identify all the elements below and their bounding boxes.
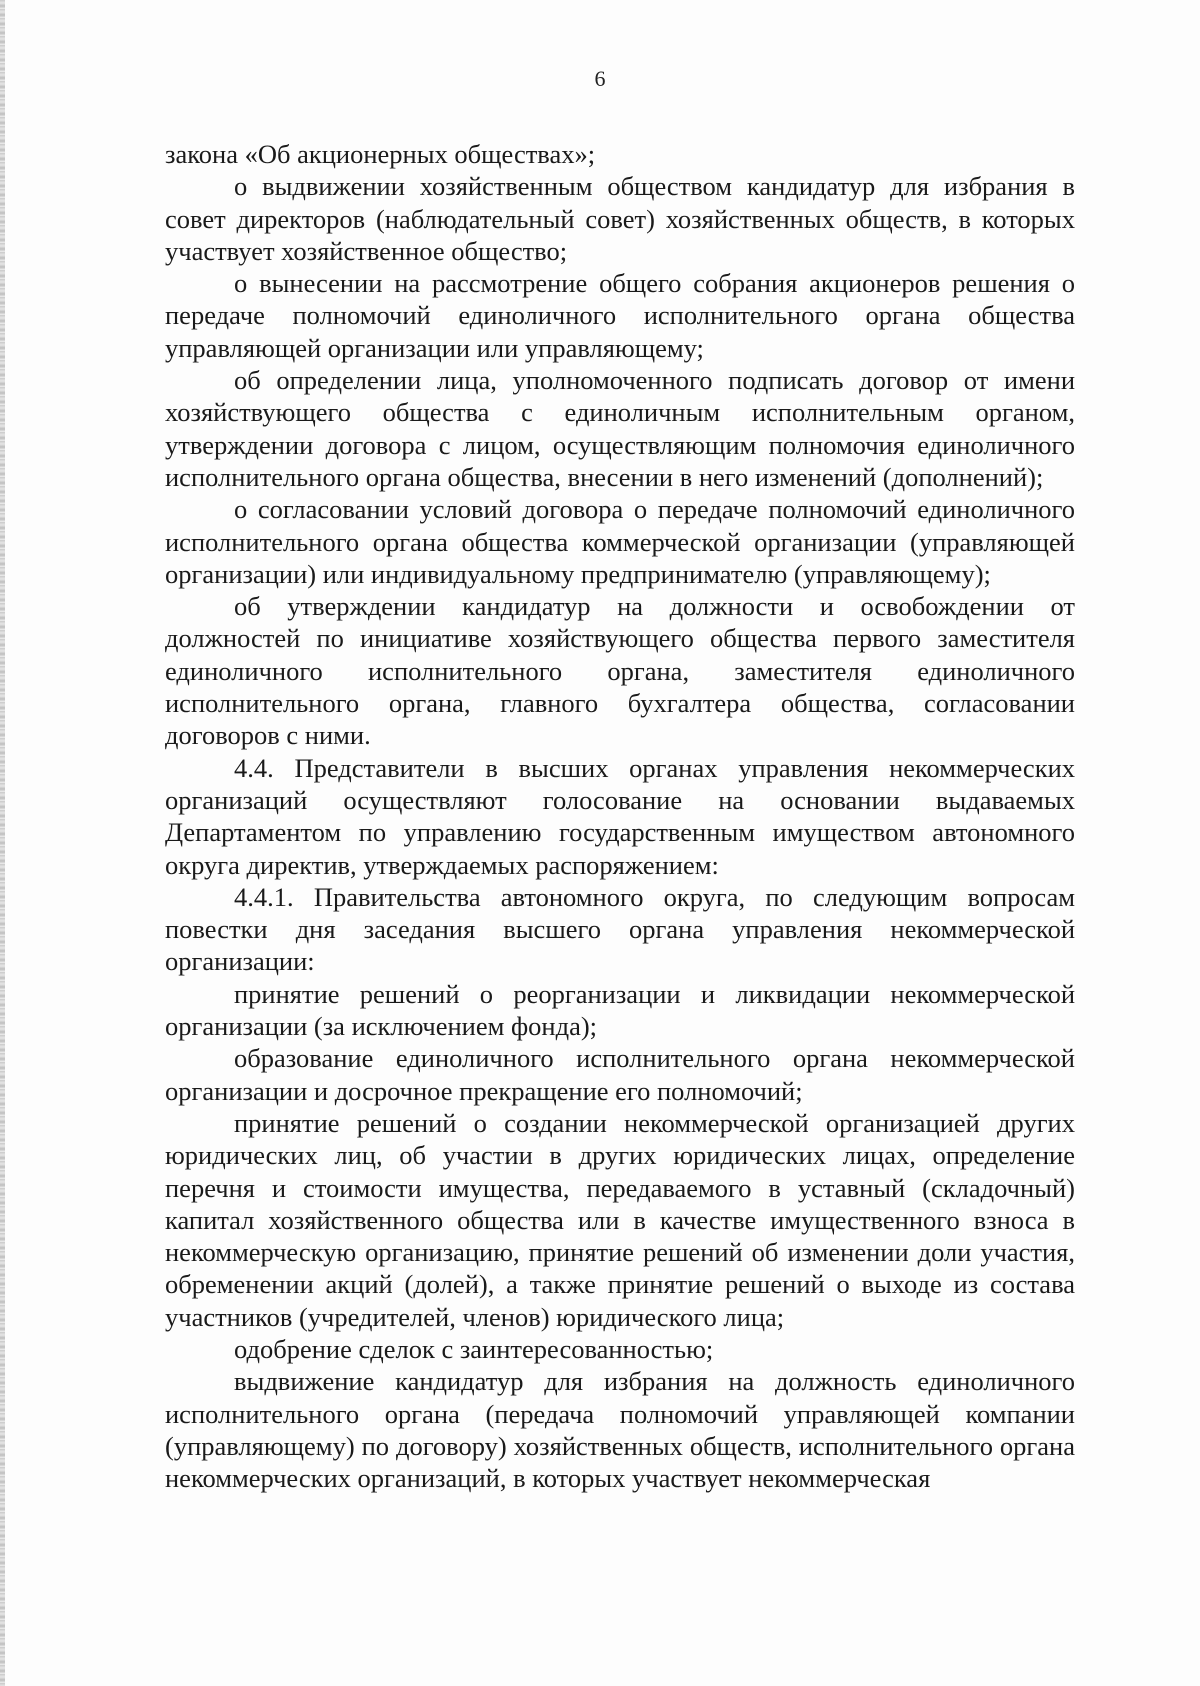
paragraph: о согласовании условий договора о передаче полномочий единоличного исполнительного органа общества коммерческой организации (управляющей организации) или индивидуальному предпринимателю (управляющему); (165, 494, 1075, 589)
paragraph: об определении лица, уполномоченного подписать договор от имени хозяйствующего общества с единоличным исполнительным органом, утверждении договора с лицом, осуществляющим полномочия единоличного исполнительного органа общества, внесении в него изменений (дополнений); (165, 365, 1075, 492)
paragraph: о выдвижении хозяйственным обществом кандидатур для избрания в совет директоров (наблюдательный совет) хозяйственных обществ, в которых участвует хозяйственное общество; (165, 171, 1075, 266)
document-body (165, 138, 1075, 1494)
paragraph: об утверждении кандидатур на должности и освобождении от должностей по инициативе хозяйствующего общества первого заместителя единоличного исполнительного органа, заместителя единоличного исполнительного органа, главного бухгалтера общества, согласовании договоров с ними. (165, 591, 1075, 751)
page-number: 6 (594, 66, 606, 91)
paragraph-section-4-4: 4.4. Представители в высших органах управления некоммерческих организаций осуществляют голосование на основании выдаваемых Департаментом по управлению государственным имуществом автономного округа директив, утверждаемых распоряжением: (165, 752, 1075, 880)
scan-edge (0, 0, 5, 1686)
paragraph-section-4-4-1: 4.4.1. Правительства автономного округа, по следующим вопросам повестки дня заседания высшего органа управления некоммерческой организации: (165, 881, 1075, 977)
paragraph: принятие решений о создании некоммерческой организацией других юридических лиц, об участии в других юридических лицах, определение перечня и стоимости имущества, передаваемого в уставный (складочный) капитал хозяйственного общества или в качестве имущественного взноса в некоммерческую организацию, принятие решений об изменении доли участия, обременении акций (долей), а также принятие решений о выходе из состава участников (учредителей, членов) юридического лица; (165, 1107, 1075, 1332)
paragraph: одобрение сделок с заинтересованностью; (234, 1333, 714, 1364)
paragraph: о вынесении на рассмотрение общего собрания акционеров решения о передаче полномочий единоличного исполнительного органа общества управляющей организации или управляющему; (165, 268, 1075, 363)
paragraph: выдвижение кандидатур для избрания на должность единоличного исполнительного органа (передача полномочий управляющей компании (управляющему) по договору) хозяйственных обществ, исполнительного органа некоммерческих организаций, в которых участвует некоммерческая (165, 1366, 1075, 1494)
paragraph: образование единоличного исполнительного органа некоммерческой организации и досрочное прекращение его полномочий; (165, 1043, 1075, 1106)
paragraph: принятие решений о реорганизации и ликвидации некоммерческой организации (за исключением фонда); (165, 978, 1075, 1042)
paragraph: закона «Об акционерных обществах»; (165, 139, 596, 169)
